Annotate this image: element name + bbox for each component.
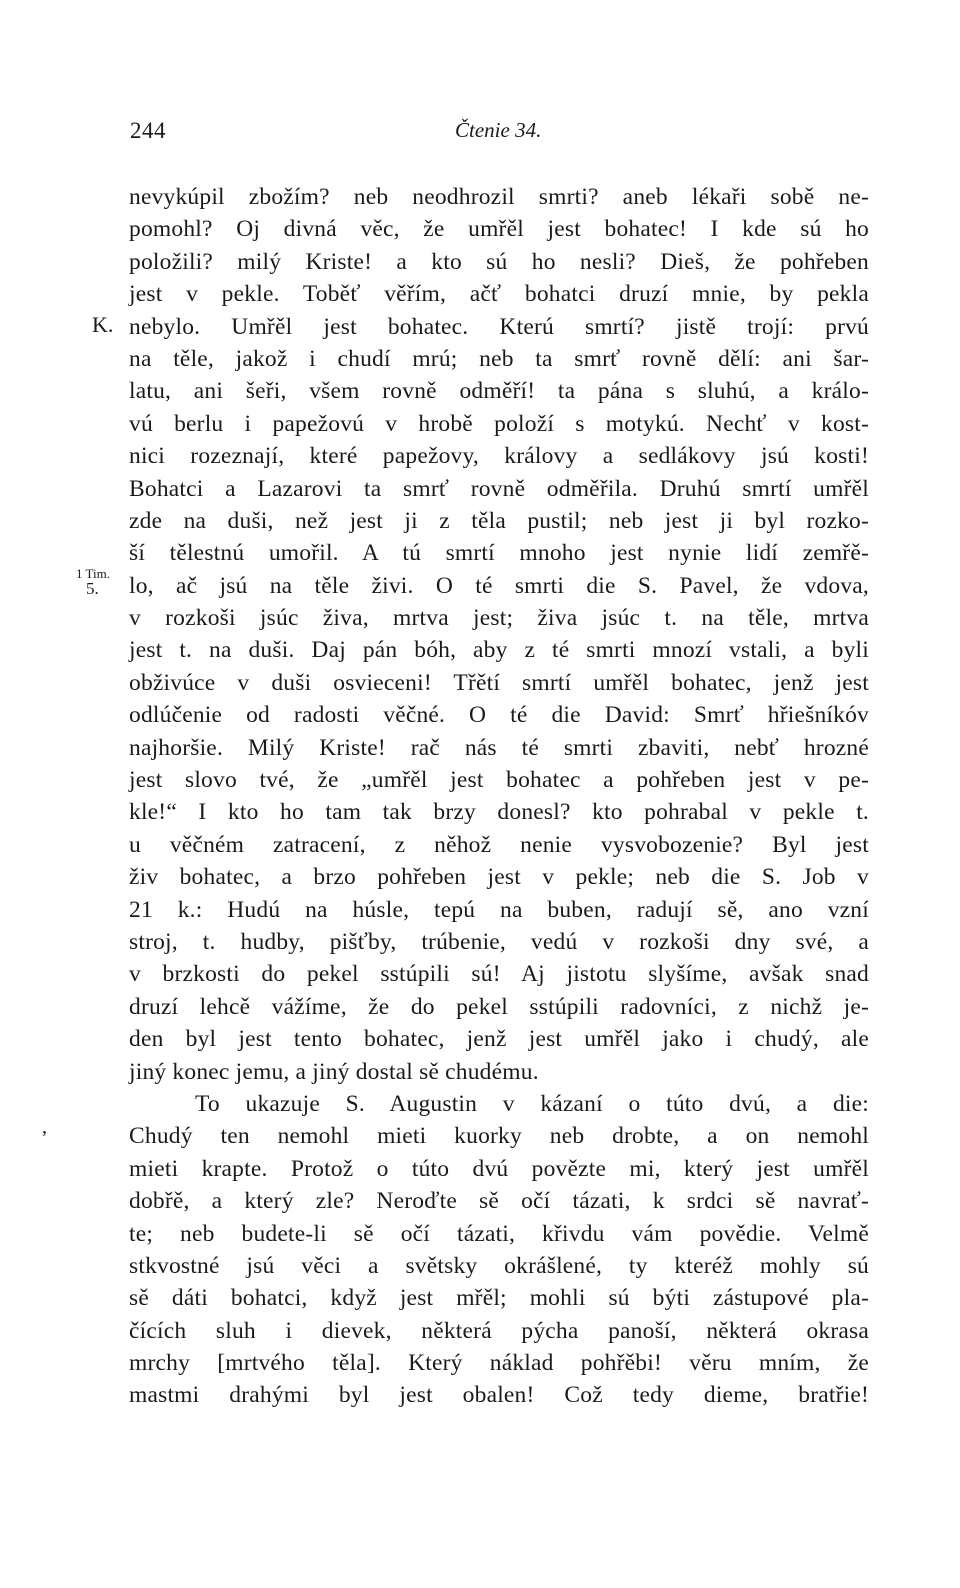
text-line: nevykúpil zbožím? neb neodhrozil smrti? aneb lékaři sobě ne- [129, 184, 869, 210]
text-line: latu, ani šeři, všem rovně odměří! ta pána s sluhú, a králo- [129, 378, 869, 405]
text-line: jest t. na duši. Daj pán bóh, aby z té smrti mnozí vstali, a byli [129, 637, 869, 664]
text-line: den byl jest tento bohatec, jenž jest umřěl jako i chudý, ale [129, 1026, 869, 1053]
text-line: čících sluh i dievek, některá pýcha panoší, některá okrasa [129, 1317, 869, 1344]
text-line: 21 k.: Hudú na húsle, tepú na buben, radují sě, ano vzní [129, 896, 869, 923]
text-line: v rozkoši jsúc živa, mrtva jest; živa jsúc t. na těle, mrtva [129, 605, 869, 632]
margin-note-scripture-ref [76, 567, 126, 597]
text-line: u věčném zatracení, z něhož nenie vysvobozenie? Byl jest [129, 831, 869, 858]
margin-ref-chapter: 5. [86, 579, 99, 598]
text-line: obživúce v duši osvieceni! Třětí smrtí umřěl bohatec, jenž jest [129, 669, 869, 696]
text-line: mieti krapte. Protož o túto dvú povězte mi, který jest umřěl [129, 1155, 869, 1182]
text-line: mastmi drahými byl jest obalen! Což tedy dieme, bratřie! [129, 1382, 869, 1409]
text-line: ší tělestnú umořil. A tú smrtí mnoho jest nynie lidí zemřě- [129, 540, 869, 567]
text-line: zde na duši, než jest ji z těla pustil; neb jest ji byl rozko- [129, 507, 869, 534]
page-number: 244 [130, 118, 166, 143]
paragraph-start-line: To ukazuje S. Augustin v kázaní o túto dvú, a die: [195, 1090, 869, 1117]
margin-stray-mark: , [42, 1116, 47, 1138]
text-line: dobřě, a který zle? Neroďte sě očí tázati, k srdci sě navrať- [129, 1188, 869, 1215]
text-line: živ bohatec, a brzo pohřeben jest v pekle; neb die S. Job v [129, 864, 869, 891]
text-line: pomohl? Oj divná věc, že umřěl jest bohatec! I kde sú ho [129, 216, 869, 243]
text-line: stkvostné jsú věci a světsky okrášlené, ty kteréž mohly sú [129, 1252, 869, 1279]
text-line: odlúčenie od radosti věčné. O té die David: Smrť hřiešníkóv [129, 702, 869, 729]
text-line: Bohatci a Lazarovi ta smrť rovně odměřila. Druhú smrtí umřěl [129, 475, 869, 502]
text-line: mrchy [mrtvého těla]. Který náklad pohřěbi! věru mním, že [129, 1350, 869, 1377]
text-line: jest v pekle. Toběť věřím, ačť bohatci druzí mnie, by pekla [129, 281, 869, 308]
text-line: stroj, t. hudby, pišťby, trúbenie, vedú v rozkoši dny své, a [129, 928, 869, 955]
text-line: položili? milý Kriste! a kto sú ho nesli? Dieš, že pohřeben [129, 248, 869, 275]
text-line: na těle, jakož i chudí mrú; neb ta smrť rovně dělí: ani šar- [129, 345, 869, 372]
body-text [129, 181, 869, 1412]
text-line: v brzkosti do pekel sstúpili sú! Aj jistotu slyšíme, avšak snad [129, 961, 869, 988]
text-line: kle!“ I kto ho tam tak brzy donesl? kto pohrabal v pekle t. [129, 799, 869, 826]
margin-note-k: K. [92, 312, 114, 337]
margin-ref-book: 1 Tim. [76, 566, 110, 581]
text-line: sě dáti bohatci, když jest mřěl; mohli sú býti zástupové pla- [129, 1285, 869, 1312]
text-line: lo, ač jsú na těle živi. O té smrti die S. Pavel, že vdova, [129, 572, 869, 599]
text-line: najhoršie. Milý Kriste! rač nás té smrti zbaviti, nebť hrozné [129, 734, 869, 761]
text-line: Chudý ten nemohl mieti kuorky neb drobte, a on nemohl [129, 1123, 869, 1150]
text-line: te; neb budete-li sě očí tázati, křivdu vám povědie. Velmě [129, 1220, 869, 1247]
text-line: nici rozeznají, které papežovy, královy a sedlákovy jsú kosti! [129, 443, 869, 470]
text-line: vú berlu i papežovú v hrobě položí s motykú. Nechť v kost- [129, 410, 869, 437]
text-line: jiný konec jemu, a jiný dostal sě chudému. [129, 1058, 539, 1085]
page-header [0, 118, 960, 148]
running-title: Čtenie 34. [455, 118, 542, 142]
text-line: jest slovo tvé, že „umřěl jest bohatec a pohřeben jest v pe- [129, 767, 869, 794]
text-line: nebylo. Umřěl jest bohatec. Kterú smrtí? jistě trojí: prvú [129, 313, 869, 340]
text-line: druzí lehcě vážíme, že do pekel sstúpili radovníci, z nichž je- [129, 993, 869, 1020]
